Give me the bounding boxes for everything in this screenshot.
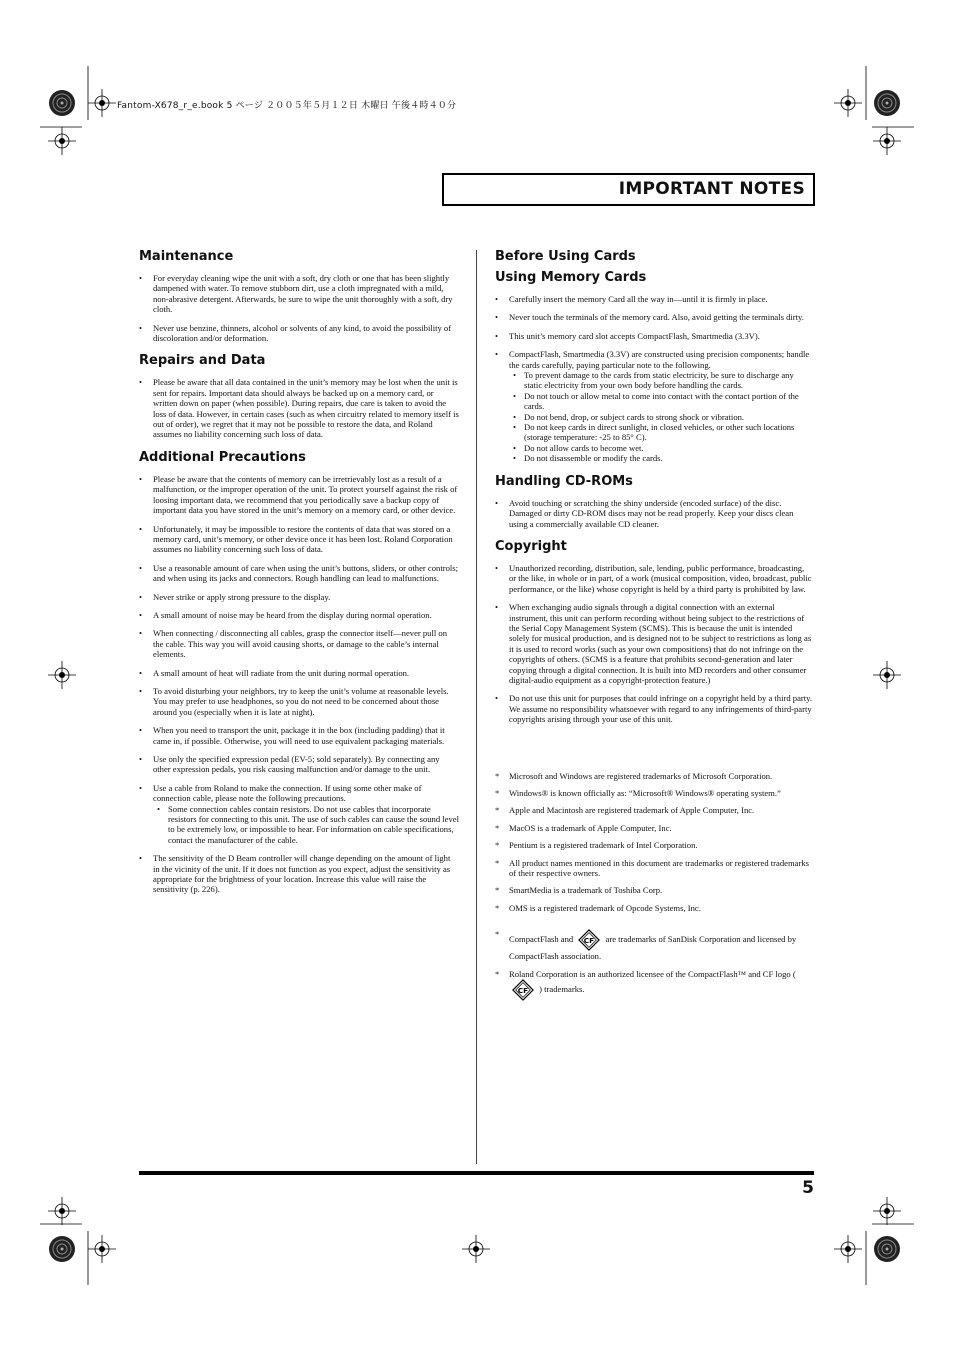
column-divider [476, 250, 477, 1164]
trademarks-list [495, 771, 813, 1001]
cdroms-heading: Handling CD-ROMs [495, 473, 633, 489]
list-item: • Carefully insert the memory Card all the way in—until it is firmly in place. [495, 294, 813, 304]
list-item: • Do not use this unit for purposes that could infringe on a copyright held by a third party. We assume no responsibility whatsoever with regard to any infringements of third-party copyrights arising through your use of this unit. [495, 693, 813, 724]
list-item: • Use only the specified expression pedal (EV-5; sold separately). By connecting any other expression pedals, you risk causing malfunction and/or damage to the unit. [139, 754, 459, 775]
list-item: • A small amount of noise may be heard from the display during normal operation. [139, 610, 459, 620]
cards-list [495, 294, 813, 464]
trademark-item: * OMS is a registered trademark of Opcode Systems, Inc. [495, 903, 813, 913]
list-item: • Please be aware that all data contained in the unit’s memory may be lost when the unit is sent for repairs. Important data should always be backed up on a memory card, or written down on paper (when possible). During repairs, due care is taken to avoid the loss of data. However, in certain cases (such as when circuitry related to memory itself is out of order), we regret that it may not be possible to restore the data, and Roland assumes no liability concerning such loss of data. [139, 377, 459, 439]
copyright-heading: Copyright [495, 538, 567, 554]
list-item: • Never strike or apply strong pressure to the display. [139, 592, 459, 602]
trademark-item: * All product names mentioned in this document are trademarks or registered trademarks of their respective owners. [495, 858, 813, 879]
maintenance-list [139, 273, 459, 343]
cdroms-section [495, 473, 813, 529]
list-item: • When you need to transport the unit, package it in the box (including padding) that it came in, if possible. Otherwise, you will need to use equivalent packaging materials. [139, 725, 459, 746]
list-item: • Use a reasonable amount of care when using the unit’s buttons, sliders, or other controls; and when using its jacks and connectors. Rough handling can lead to malfunctions. [139, 563, 459, 584]
trademark-item: * SmartMedia is a trademark of Toshiba Corp. [495, 885, 813, 895]
precautions-list [139, 474, 459, 895]
trademark-item: * Pentium is a registered trademark of Intel Corporation. [495, 840, 813, 850]
list-item: • Never use benzine, thinners, alcohol or solvents of any kind, to avoid the possibility of discoloration and/or deformation. [139, 323, 459, 344]
maintenance-section [139, 248, 459, 343]
cable-text: Use a cable from Roland to make the connection. If using some other make of connection cable, please note the following precautions. [153, 782, 422, 804]
cf-licensee-after: ) trademarks. [539, 984, 585, 995]
cf-logo-icon [578, 929, 600, 951]
list-item: • To avoid disturbing your neighbors, try to keep the unit’s volume at reasonable levels. You may prefer to use headphones, so you do not need to be concerned about those around you (especially when it is late at night). [139, 686, 459, 717]
cf-logo-icon [512, 979, 534, 1001]
title-box [442, 173, 815, 206]
cf-licensee-before: Roland Corporation is an authorized licensee of the CompactFlash™ and CF logo ( [509, 968, 796, 979]
repairs-section [139, 352, 459, 439]
list-item: • The sensitivity of the D Beam controller will change depending on the amount of light in the vicinity of the unit. If it does not function as you expect, adjust the sensitivity as appropriate for the brightness of your location. Increase this value will raise the sensitivity (p. 226). [139, 853, 459, 895]
trademark-item: * Apple and Macintosh are registered trademark of Apple Computer, Inc. [495, 805, 813, 815]
list-item-cf [495, 349, 813, 463]
trademark-item: * Windows® is known officially as: “Microsoft® Windows® operating system.” [495, 788, 813, 798]
list-item: • This unit’s memory card slot accepts CompactFlash, Smartmedia (3.3V). [495, 331, 813, 341]
svg-text:CF: CF [517, 985, 529, 995]
maintenance-heading: Maintenance [139, 249, 234, 264]
sub-list-item: • Do not bend, drop, or subject cards to strong shock or vibration. [513, 412, 813, 422]
sub-list-item: • Some connection cables contain resistors. Do not use cables that incorporate resistors for connecting to this unit. The use of such cables can cause the sound level to be extremely low, or impossible to hear. For information on cable specifications, contact the manufacturer of the cable. [157, 804, 459, 846]
copyright-section [495, 538, 813, 725]
cards-section [495, 248, 813, 464]
cable-sublist [153, 804, 459, 846]
page-title: IMPORTANT NOTES [618, 179, 805, 199]
cdroms-list [495, 498, 813, 529]
list-item: • Please be aware that the contents of memory can be irretrievably lost as a result of a malfunction, or the improper operation of the unit. To protect yourself against the risk of loosing important data, we recommend that you periodically save a backup copy of important data you have stored in the unit’s memory on a memory card, or other device. [139, 474, 459, 516]
cf-sublist [509, 370, 813, 464]
trademark-item: * MacOS is a trademark of Apple Computer, Inc. [495, 823, 813, 833]
sub-list-item: • Do not disassemble or modify the cards. [513, 453, 813, 463]
sub-list-item: • Do not touch or allow metal to come into contact with the contact portion of the cards. [513, 391, 813, 412]
sub-list-item: • To prevent damage to the cards from static electricity, be sure to discharge any static electricity from your own body before handling the cards. [513, 370, 813, 391]
repairs-list [139, 377, 459, 439]
copyright-list [495, 563, 813, 725]
list-item: • Unfortunately, it may be impossible to restore the contents of data that was stored on a memory card, unit’s memory, or other device once it has been lost. Roland Corporation assumes no liability concerning such loss of data. [139, 524, 459, 555]
list-item: • When connecting / disconnecting all cables, grasp the connector itself—never pull on the cable. This way you will avoid causing shorts, or damage to the cable’s internal elements. [139, 628, 459, 659]
list-item: • When exchanging audio signals through a digital connection with an external instrument, this unit can perform recording without being subject to the restrictions of the Serial Copy Management System (SCMS). This is because the unit is intended solely for musical production, and is designed not to be subject to restrictions as long as it is used to record works (such as your own compositions) that do not infringe on the copyrights of others. (SCMS is a feature that prohibits second-generation and later copying through a digital connection. It is built into MD recorders and other consumer digital-audio equipment as a copyright-protection feature.) [495, 602, 813, 685]
cf-text: CompactFlash, Smartmedia (3.3V) are constructed using precision components; handle the cards carefully, paying particular note to the following. [509, 349, 810, 370]
precautions-heading: Additional Precautions [139, 449, 306, 465]
sub-list-item: • Do not allow cards to become wet. [513, 443, 813, 453]
print-header: Fantom-X678_r_e.book 5 ページ ２００５年５月１２日 木曜日 午後４時４０分 [117, 101, 457, 111]
sub-list-item: • Do not keep cards in direct sunlight, in closed vehicles, or other such locations (storage temperature: -25 to 85° C). [513, 422, 813, 443]
list-item: • Never touch the terminals of the memory card. Also, avoid getting the terminals dirty. [495, 312, 813, 322]
page-number: 5 [802, 1178, 814, 1198]
trademark-item: * Microsoft and Windows are registered trademarks of Microsoft Corporation. [495, 771, 813, 781]
trademark-item-cf [495, 929, 813, 961]
list-item: • A small amount of heat will radiate from the unit during normal operation. [139, 668, 459, 678]
trademark-item-cf-licensee [495, 969, 813, 1001]
cf-trademark-before: CompactFlash and [509, 934, 574, 945]
cf-trademark-after: are trademarks of SanDisk Corporation and licensed by CompactFlash association. [509, 934, 797, 962]
memory-cards-heading: Using Memory Cards [495, 270, 647, 285]
left-column [139, 248, 459, 904]
repairs-heading: Repairs and Data [139, 353, 266, 369]
footer-rule [139, 1171, 814, 1175]
right-column [495, 248, 813, 1008]
svg-text:CF: CF [584, 936, 595, 945]
list-item: • Unauthorized recording, distribution, sale, lending, public performance, broadcasting, or the like, in whole or in part, of a work (musical composition, video, broadcast, public performance, or the like) whose copyright is held by a third party is prohibited by law. [495, 563, 813, 594]
list-item: • Avoid touching or scratching the shiny underside (encoded surface) of the disc. Damaged or dirty CD-ROM discs may not be read properly. Keep your discs clean using a commercially available CD cleaner. [495, 498, 813, 529]
precautions-section [139, 449, 459, 895]
list-item-cable [139, 783, 459, 845]
list-item: • For everyday cleaning wipe the unit with a soft, dry cloth or one that has been slightly dampened with water. To remove stubborn dirt, use a cloth impregnated with a mild, non-abrasive detergent. Afterwards, be sure to wipe the unit thoroughly with a soft, dry cloth. [139, 273, 459, 315]
cards-heading: Before Using Cards [495, 249, 636, 264]
